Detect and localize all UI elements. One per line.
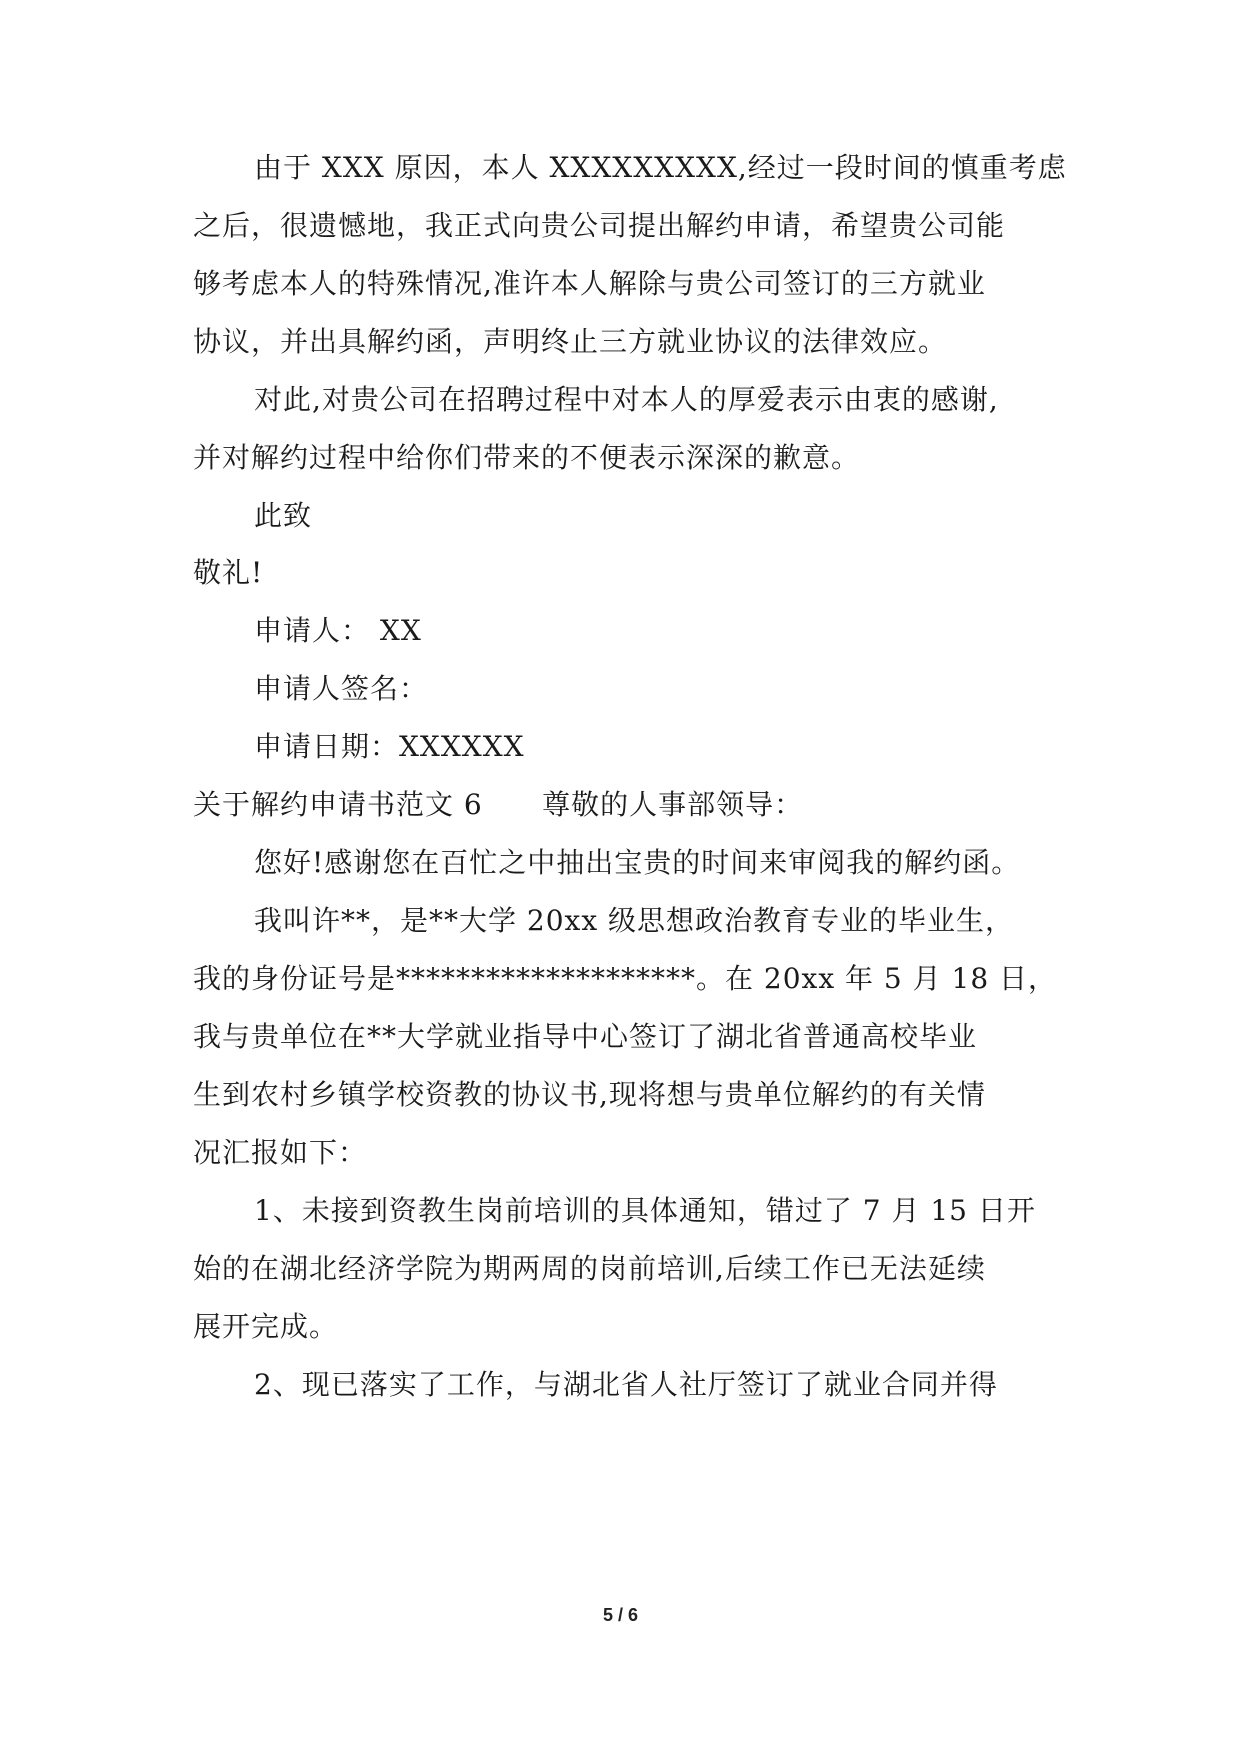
section-heading: 关于解约申请书范文 6 尊敬的人事部领导： — [193, 788, 804, 821]
body-text-line: 我与贵单位在**大学就业指导中心签订了湖北省普通高校毕业 — [193, 1020, 978, 1053]
body-text-line: 够考虑本人的特殊情况,准许本人解除与贵公司签订的三方就业 — [193, 267, 986, 300]
body-text-line: 对此,对贵公司在招聘过程中对本人的厚爱表示由衷的感谢, — [254, 383, 999, 416]
body-text-line: 况汇报如下： — [193, 1136, 368, 1169]
signature-line: 申请人签名： — [254, 672, 429, 705]
closing-salutation: 此致 — [254, 499, 313, 532]
body-text-line: 1、未接到资教生岗前培训的具体通知，错过了 7 月 15 日开 — [254, 1194, 1036, 1227]
date-line: 申请日期：XXXXXX — [254, 730, 525, 763]
closing-regards: 敬礼! — [193, 556, 264, 589]
body-text-line: 始的在湖北经济学院为期两周的岗前培训,后续工作已无法延续 — [193, 1252, 986, 1285]
body-text-line: 2、现已落实了工作，与湖北省人社厅签订了就业合同并得 — [254, 1368, 998, 1401]
body-text-line: 我叫许**，是**大学 20xx 级思想政治教育专业的毕业生， — [254, 904, 1015, 937]
body-text-line: 由于 XXX 原因，本人 XXXXXXXXX,经过一段时间的慎重考虑 — [254, 151, 1067, 184]
body-text-line: 生到农村乡镇学校资教的协议书,现将想与贵单位解约的有关情 — [193, 1078, 986, 1111]
applicant-line: 申请人： XX — [254, 614, 422, 647]
body-text-line: 之后，很遗憾地，我正式向贵公司提出解约申请，希望贵公司能 — [193, 209, 1006, 242]
body-text-line: 协议，并出具解约函，声明终止三方就业协议的法律效应。 — [193, 325, 948, 358]
body-text-line: 并对解约过程中给你们带来的不便表示深深的歉意。 — [193, 441, 861, 474]
page-number: 5 / 6 — [602, 1605, 639, 1625]
body-text-line: 我的身份证号是********************。在 20xx 年 5 月 18 日， — [193, 962, 1058, 995]
body-text-line: 展开完成。 — [193, 1310, 339, 1343]
body-text-line: 您好!感谢您在百忙之中抽出宝贵的时间来审阅我的解约函。 — [254, 846, 1021, 879]
